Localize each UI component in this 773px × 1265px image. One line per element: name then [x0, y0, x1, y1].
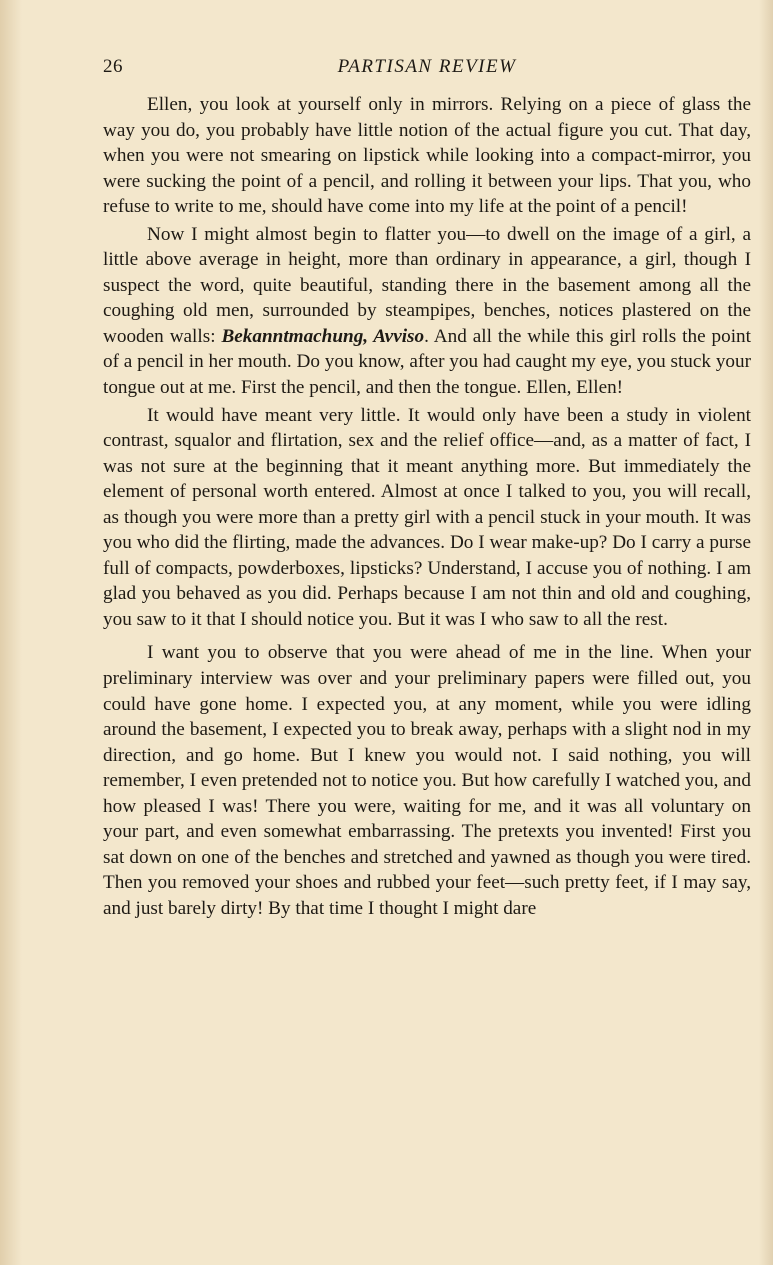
paragraph-2 [103, 222, 751, 401]
page-header [103, 56, 751, 84]
paragraph-3: It would have meant very little. It would only have been a study in violent contrast, squalor and flirtation, sex and the relief office—and, as a matter of fact, I was not sure at the beginning that it meant anything more. But immediately the element of personal worth entered. Almost at once I talked to you, you will recall, as though you were more than a pretty girl with a pencil stuck in your mouth. It was you who did the flirting, made the advances. Do I wear make-up? Do I carry a purse full of compacts, powderboxes, lipsticks? Understand, I accuse you of nothing. I am glad you behaved as you did. Perhaps because I am not thin and old and coughing, you saw to it that I should notice you. But it was I who saw to all the rest. [103, 404, 751, 630]
page-number: 26 [103, 56, 123, 77]
paragraph-2-emphasis: Bekanntmachung, Avviso [221, 325, 425, 347]
paragraph-1: Ellen, you look at yourself only in mirrors. Relying on a piece of glass the way you do, you probably have little notion of the actual figure you cut. That day, when you were not smearing on lipstick while looking into a compact-mirror, you were sucking the point of a pencil, and rolling it between your lips. That you, who refuse to write to me, should have come into my life at the point of a pencil! [103, 94, 751, 218]
body-text [103, 92, 751, 922]
paragraph-2-after: . And all the while this girl rolls the point of a pencil in her mouth. Do you know, after you had caught my eye, you stuck your tongue out at me. First the pencil, and then the tongue. Ellen, Ellen! [103, 325, 751, 399]
paragraph-2-before: Now I might almost begin to flatter you—to dwell on the image of a girl, a little above average in height, more than ordinary in appearance, a girl, though I suspect the word, quite beautiful, standing there in the basement among all the coughing old men, surrounded by steampipes, benches, notices plastered on the wooden walls: [103, 223, 751, 347]
running-head: PARTISAN REVIEW [337, 56, 517, 77]
paragraph-4: I want you to observe that you were ahead of me in the line. When your preliminary interview was over and your preliminary papers were filled out, you could have gone home. I expected you, at any moment, while you were idling around the basement, I expected you to break away, perhaps with a slight nod in my direction, and go home. But I knew you would not. I said nothing, you will remember, I even pretended not to notice you. But how carefully I watched you, and how pleased I was! There you were, waiting for me, and it was all voluntary on your part, and even somewhat embarrassing. The pretexts you invented! First you sat down on one of the benches and stretched and yawned as though you were tired. Then you removed your shoes and rubbed your feet—such pretty feet, if I may say, and just barely dirty! By that time I thought I might dare [103, 642, 751, 919]
